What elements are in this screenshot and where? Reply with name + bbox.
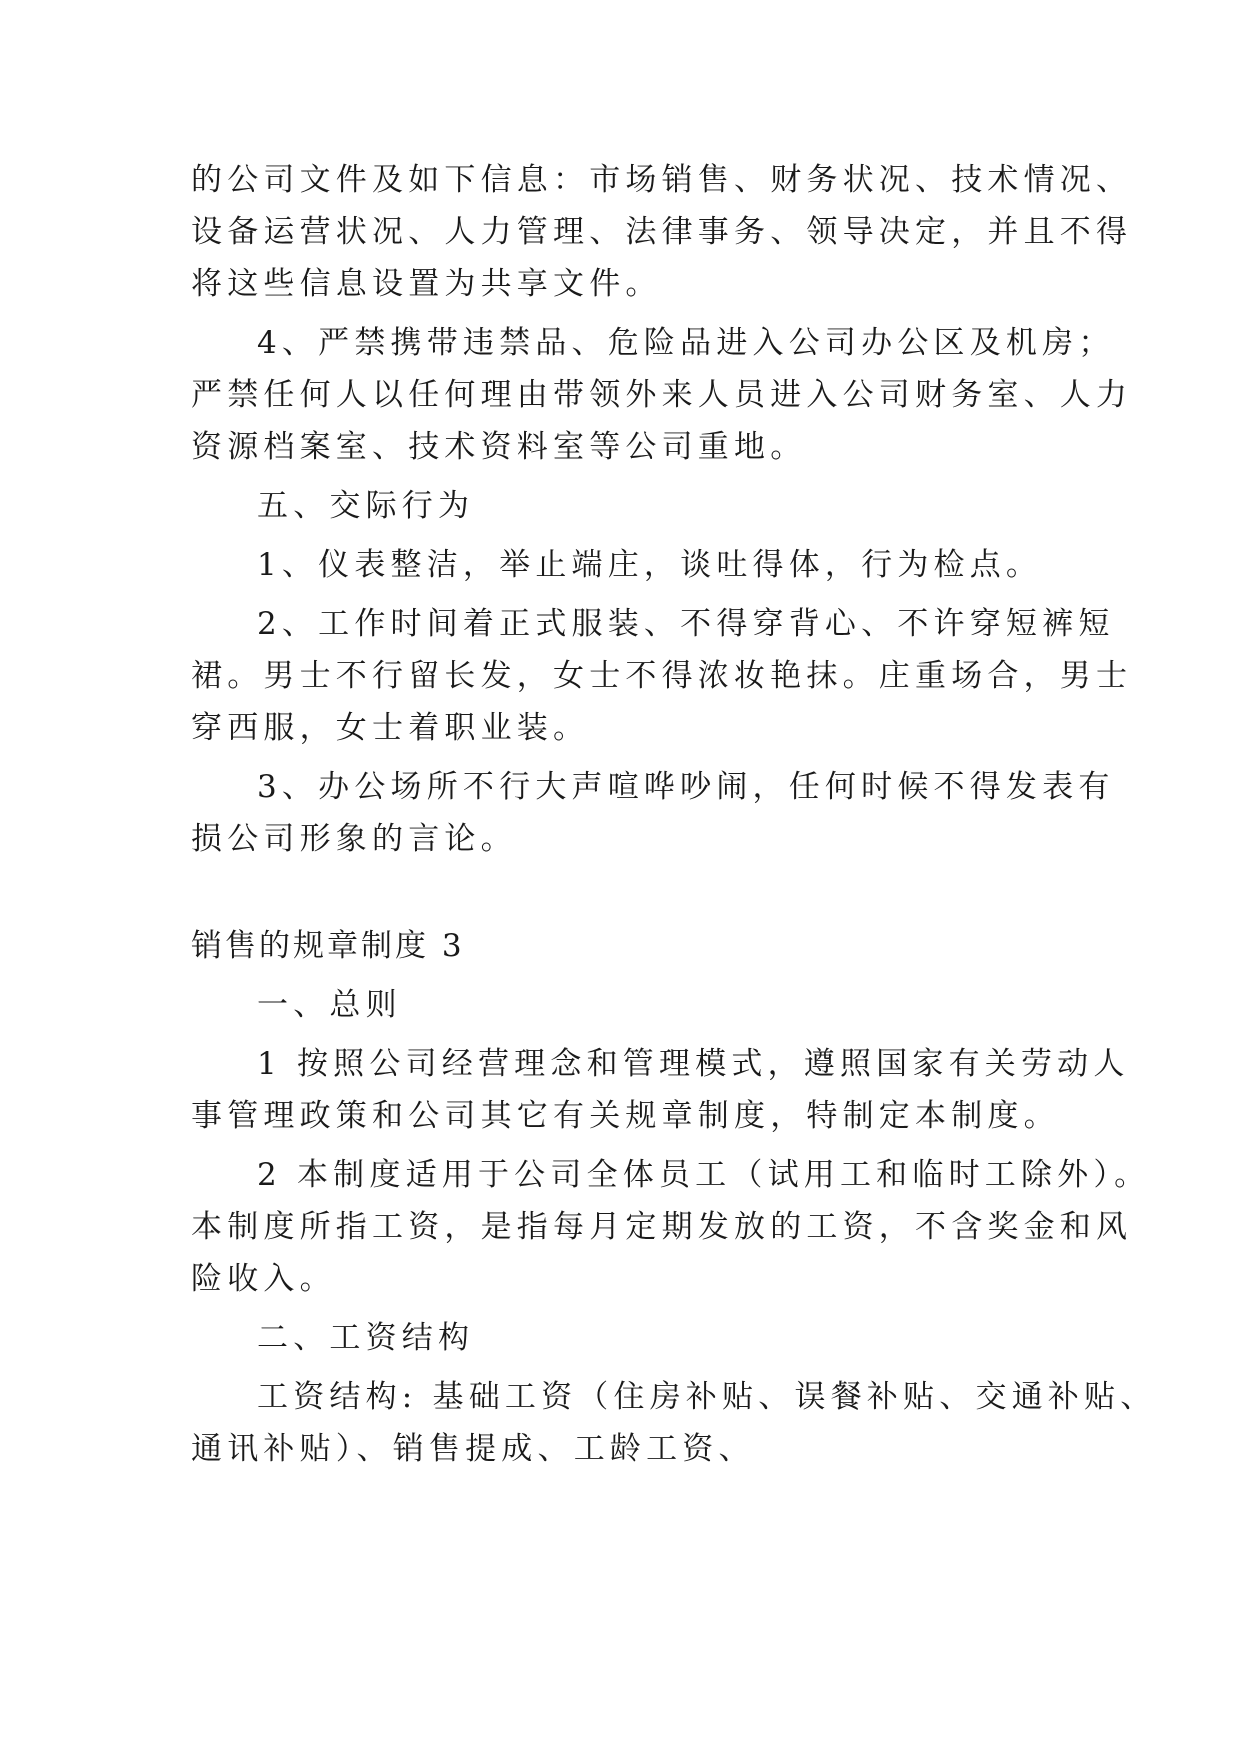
- text-line: 裙。男士不行留长发，女士不得浓妆艳抹。庄重场合，男士: [191, 658, 1133, 694]
- text-line: 资源档案室、技术资料室等公司重地。: [191, 429, 807, 465]
- text-line: 严禁任何人以任何理由带领外来人员进入公司财务室、人力: [191, 377, 1133, 413]
- text-line: 2 本制度适用于公司全体员工（试用工和临时工除外）。: [257, 1157, 1151, 1193]
- text-line: 工资结构: 基础工资（住房补贴、误餐补贴、交通补贴、: [257, 1379, 1157, 1415]
- text-line: 本制度所指工资，是指每月定期发放的工资，不含奖金和风: [191, 1209, 1133, 1245]
- text-line: 通讯补贴）、销售提成、工龄工资、: [191, 1431, 755, 1467]
- text-line: 穿西服，女士着职业装。: [191, 710, 590, 746]
- text-line: 的公司文件及如下信息：市场销售、财务状况、技术情况、: [191, 162, 1133, 198]
- text-line: 1 按照公司经营理念和管理模式，遵照国家有关劳动人: [257, 1046, 1130, 1082]
- text-line: 将这些信息设置为共享文件。: [191, 266, 662, 302]
- text-line: 2、工作时间着正式服装、不得穿背心、不许穿短裤短: [257, 606, 1115, 642]
- text-line: 1、仪表整洁，举止端庄，谈吐得体，行为检点。: [257, 547, 1043, 583]
- section-heading: 五、交际行为: [257, 488, 475, 524]
- document-body: [191, 154, 1157, 1475]
- text-line: 设备运营状况、人力管理、法律事务、领导决定，并且不得: [191, 214, 1133, 250]
- text-line: 险收入。: [191, 1261, 336, 1297]
- text-line: 4、严禁携带违禁品、危险品进入公司办公区及机房；: [257, 325, 1115, 361]
- section-heading: 二、工资结构: [257, 1320, 475, 1356]
- section-heading: 一、总则: [257, 987, 402, 1023]
- document-section-title: 销售的规章制度 3: [191, 928, 465, 964]
- text-line: 3、办公场所不行大声喧哗吵闹，任何时候不得发表有: [257, 769, 1115, 805]
- text-line: 损公司形象的言论。: [191, 821, 517, 857]
- text-line: 事管理政策和公司其它有关规章制度，特制定本制度。: [191, 1098, 1060, 1134]
